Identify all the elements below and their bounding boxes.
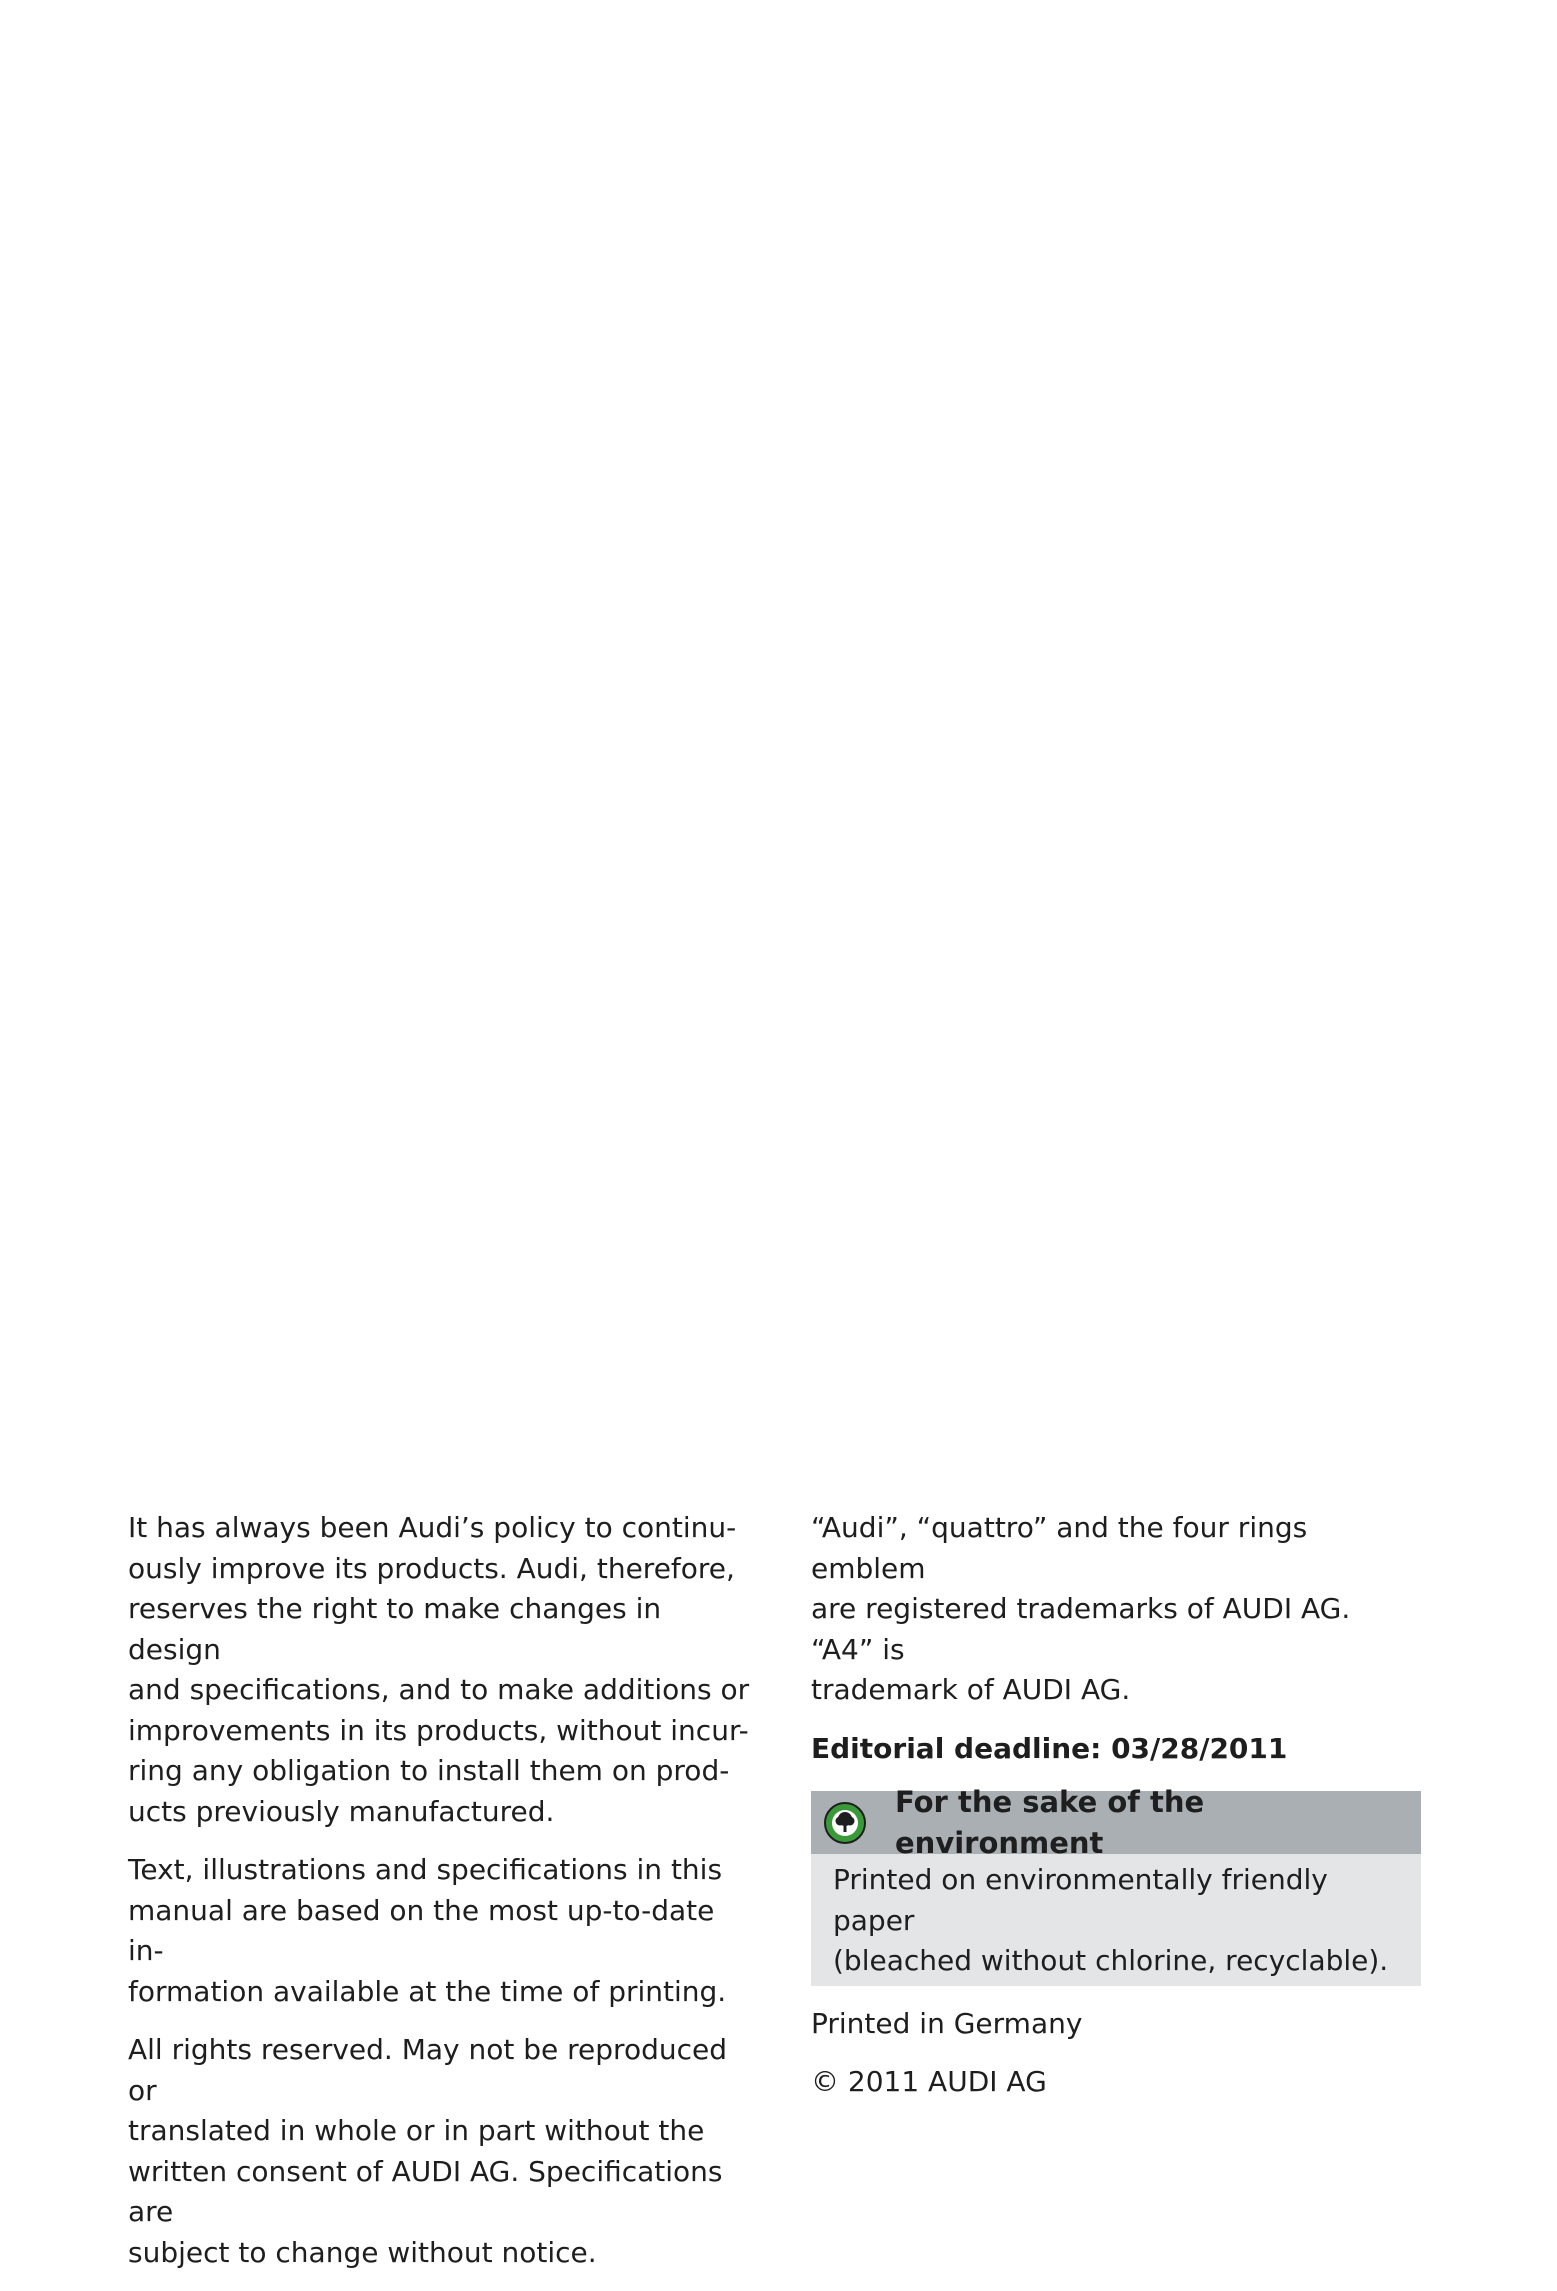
policy-paragraph: It has always been Audi’s policy to continu- ously improve its products. Audi, therefore, reserves the right to make changes in design and specifications, and to make additions or improvements in its products, without incur- ring any obligation to install them on prod- ucts previously manufactured. [128,1511,750,1828]
environment-box-header [811,1785,1421,1860]
tree-icon [823,1801,867,1845]
environment-box [811,1785,1421,1986]
left-column [128,1508,753,2291]
accuracy-paragraph: Text, illustrations and specifications in this manual are based on the most up-to-date in- formation available at the time of printing. [128,1853,727,2008]
copyright: © 2011 AUDI AG [811,2065,1047,2098]
trademark-paragraph: “Audi”, “quattro” and the four rings emblem are registered trademarks of AUDI AG. “A4” is trademark of AUDI AG. [811,1511,1351,1706]
rights-paragraph: All rights reserved. May not be reproduced or translated in whole or in part without the written consent of AUDI AG. Specifications are subject to change without notice. [128,2033,727,2269]
printed-in: Printed in Germany [811,2006,1083,2040]
environment-box-title: For the sake of the environment [895,1785,1205,1860]
right-column [811,1508,1421,2121]
editorial-deadline: Editorial deadline: 03/28/2011 [811,1731,1288,1765]
environment-box-body: Printed on environmentally friendly paper (bleached without chlorine, recyclable). [811,1854,1421,1986]
